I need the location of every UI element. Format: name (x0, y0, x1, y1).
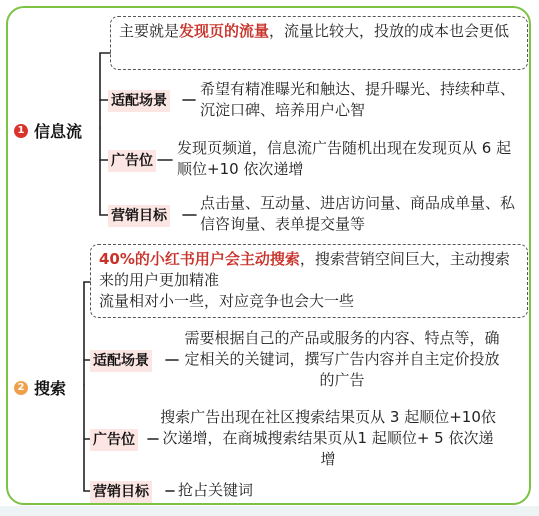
section2-goal-tag: 营销目标 (90, 481, 152, 503)
section2-title: 搜索 (34, 379, 67, 398)
section2-note: 40%的小红书用户会主动搜索，搜索营销空间巨大，主动搜索来的用户更加精准 流量相对小一些，对应竞争也会大一些 (90, 244, 528, 318)
section1-scene-text: 希望有精准曝光和触达、提升曝光、持续种草、沉淀口碑、培养用户心智 (200, 80, 516, 119)
section2-goal-text: 抢占关键词 (178, 481, 254, 499)
section2-slot-tag: 广告位 (90, 429, 138, 451)
section1-slot-text: 发现页频道，信息流广告随机出现在发现页从 6 起顺位+10 依次递增 (177, 139, 512, 178)
section1-note: 主要就是发现页的流量，流量比较大，投放的成本也会更低 (110, 16, 528, 70)
section-search (14, 376, 66, 399)
section2-scene-text: 需要根据自己的产品或服务的内容、特点等，确定相关的关键词，撰写广告内容并自主定价投放的广告 (184, 329, 500, 389)
section2-badge: 2 (14, 381, 28, 395)
section1-badge: 1 (14, 124, 28, 138)
section2-scene-tag: 适配场景 (90, 350, 152, 372)
section1-title: 信息流 (34, 122, 83, 141)
branch-s1-goal (100, 128, 108, 215)
section1-goal-tag: 营销目标 (108, 205, 170, 227)
section2-slot-text: 搜索广告出现在社区搜索结果页从 3 起顺位+10依次递增，在商城搜索结果页从1 起顺位+ 5 依次递增 (160, 408, 496, 468)
section-infoflow (14, 119, 82, 142)
section1-slot-tag: 广告位 (108, 150, 156, 172)
section1-goal-text: 点击量、互动量、进店访问量、商品成单量、私信咨询量、表单提交量等 (200, 194, 516, 233)
section1-scene-tag: 适配场景 (108, 90, 170, 112)
